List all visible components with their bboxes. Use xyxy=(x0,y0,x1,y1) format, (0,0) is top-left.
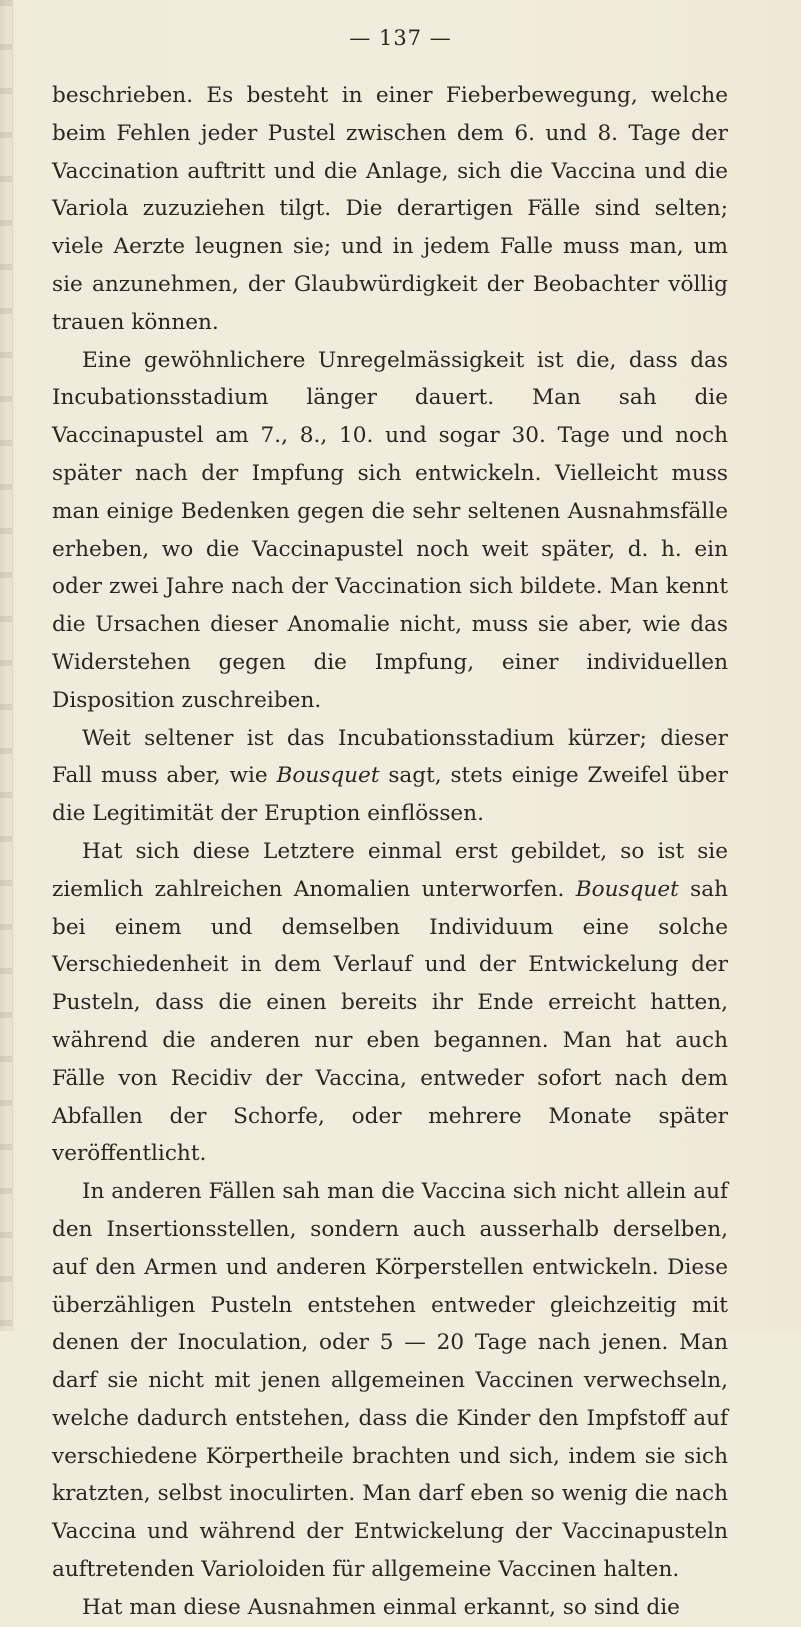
paragraph-4 xyxy=(52,833,728,1173)
paragraph-5: In anderen Fällen sah man die Vaccina sich nicht allein auf den Insertionsstellen, sondern auch ausserhalb derselben, auf den Armen und anderen Körperstellen entwickeln. Diese überzähligen Pusteln entstehen entweder gleichzeitig mit denen der Inoculation, oder 5 — 20 Tage nach jenen. Man darf sie nicht mit jenen allgemeinen Vaccinen verwechseln, welche dadurch entstehen, dass die Kinder den Impfstoff auf verschiedene Körpertheile brachten und sich, indem sie sich kratzten, selbst inoculirten. Man darf eben so wenig die nach Vaccina und während der Entwickelung der Vaccinapusteln auftretenden Varioloiden für allgemeine Vaccinen halten. xyxy=(52,1179,728,1583)
paragraph-1: beschrieben. Es besteht in einer Fieberbewegung, welche beim Fehlen jeder Pustel zwischen dem 6. und 8. Tage der Vaccination auftritt und die Anlage, sich die Vaccina und die Variola zuzuziehen tilgt. Die derartigen Fälle sind selten; viele Aerzte leugnen sie; und in jedem Falle muss man, um sie anzunehmen, der Glaubwürdigkeit der Beobachter völlig trauen können. xyxy=(52,83,728,335)
page-number: — 137 — xyxy=(349,26,452,50)
author-name-bousquet: Bousquet xyxy=(276,763,380,789)
paragraph-6: Hat man diese Ausnahmen einmal erkannt, so sind die xyxy=(82,1594,680,1620)
paragraph-3-text-after: sagt, stets einige Zweifel über die Legitimität der Eruption einflössen. xyxy=(52,763,728,827)
paragraph-4-text-before: Hat sich diese Letztere einmal erst gebildet, so ist sie ziemlich zahlreichen Anomalien unterworfen. xyxy=(52,838,728,902)
paragraph-3 xyxy=(52,720,728,833)
binding-gutter xyxy=(0,0,13,1331)
paragraph-4-text-after: sah bei einem und demselben Individuum eine solche Verschiedenheit in dem Verlauf und der Entwickelung der Pusteln, dass die einen bereits ihr Ende erreicht hatten, während die anderen nur eben begannen. Man hat auch Fälle von Recidiv der Vaccina, entweder sofort nach dem Abfallen der Schorfe, oder mehrere Monate später veröffentlicht. xyxy=(52,876,728,1167)
author-name-bousquet: Bousquet xyxy=(575,876,679,902)
paragraph-3-text-before: Weit seltener ist das Incubationsstadium kürzer; dieser Fall muss aber, wie xyxy=(52,725,728,789)
paragraph-2: Eine gewöhnlichere Unregelmässigkeit ist die, dass das Incubationsstadium länger dauert. Man sah die Vaccinapustel am 7., 8., 10. und sogar 30. Tage und noch später nach der Impfung sich entwickeln. Vielleicht muss man einige Bedenken gegen die sehr seltenen Ausnahmsfälle erheben, wo die Vaccinapustel noch weit später, d. h. ein oder zwei Jahre nach der Vaccination sich bildete. Man kennt die Ursachen dieser Anomalie nicht, muss sie aber, wie das Widerstehen gegen die Impfung, einer individuellen Disposition zuschreiben. xyxy=(52,347,728,713)
body-text xyxy=(52,77,728,1627)
